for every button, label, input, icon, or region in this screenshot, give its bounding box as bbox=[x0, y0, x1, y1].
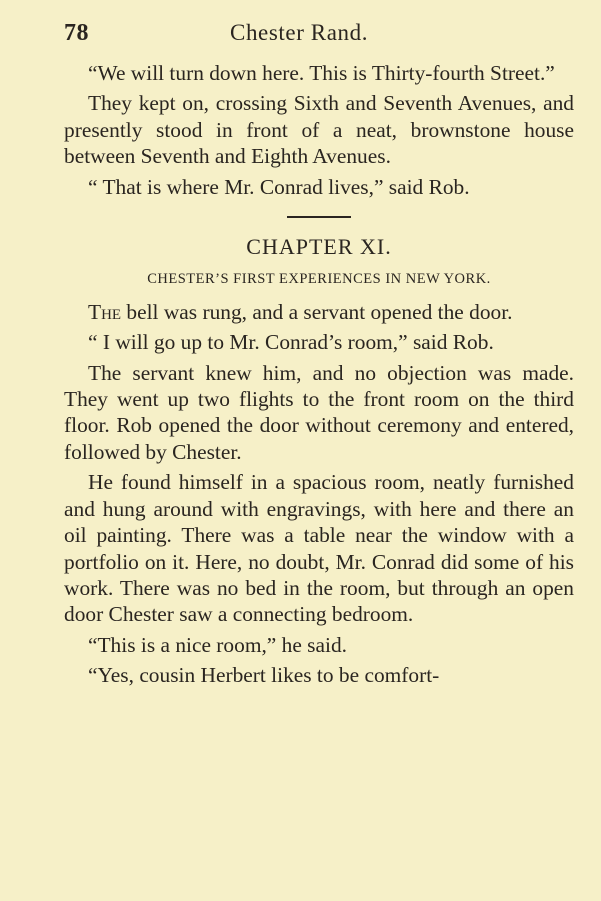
paragraph: “We will turn down here. This is Thirty-fourth Street.” bbox=[88, 61, 555, 85]
chapter-subtitle: CHESTER’S FIRST EXPERIENCES IN NEW YORK. bbox=[147, 271, 491, 288]
page-header bbox=[64, 16, 574, 52]
paragraph-rest: bell was rung, and a servant opened the door. bbox=[121, 299, 513, 324]
running-title: Chester Rand. bbox=[230, 20, 369, 45]
paragraph: They kept on, crossing Sixth and Seventh Avenues, and presently stood in front of a neat, brownstone house between Seventh and Eighth Avenues. bbox=[64, 91, 574, 169]
chapter-title: CHAPTER XI. bbox=[246, 234, 392, 260]
paragraph: “This is a nice room,” he said. bbox=[88, 632, 347, 657]
page-number: 78 bbox=[64, 20, 89, 46]
paragraph: “Yes, cousin Herbert likes to be comfort- bbox=[88, 663, 440, 688]
paragraph: He found himself in a spacious room, neatly furnished and hung around with engravings, with here and there an oil painting. There was a table near the window with a portfolio on it. Here, no doubt, Mr. Conrad did some of his work. There was no bed in the room, but through an open door Chester saw a connecting bedroom. bbox=[64, 470, 574, 627]
paragraph: “ I will go up to Mr. Conrad’s room,” said Rob. bbox=[88, 330, 494, 355]
body-text bbox=[64, 60, 574, 693]
lead-word: The bbox=[88, 299, 122, 324]
paragraph: The servant knew him, and no objection was made. They went up two flights to the front room on the third floor. Rob opened the door without ceremony and entered, followed by Chester. bbox=[64, 360, 574, 464]
paragraph bbox=[64, 299, 574, 325]
section-divider bbox=[287, 216, 351, 218]
paragraph: “ That is where Mr. Conrad lives,” said Rob. bbox=[88, 174, 470, 199]
